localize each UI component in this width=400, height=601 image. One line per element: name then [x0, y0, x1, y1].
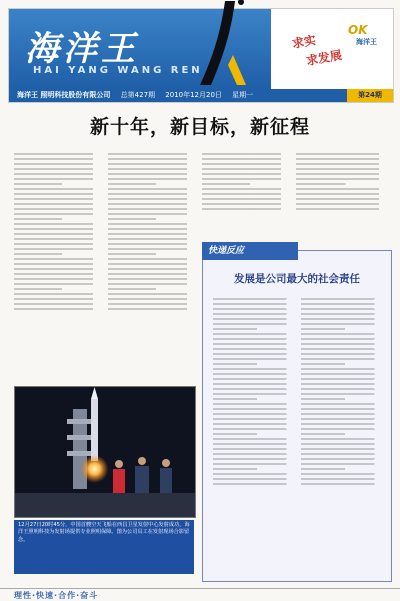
- article-column-3: [202, 150, 288, 240]
- text-line: [301, 368, 381, 370]
- text-line: [202, 163, 288, 165]
- slogan: [292, 25, 354, 85]
- text-line: [202, 183, 254, 185]
- text-line: [301, 378, 381, 380]
- text-line: [202, 178, 288, 180]
- text-line: [301, 388, 381, 390]
- text-line: [301, 303, 381, 305]
- text-line: [14, 223, 100, 225]
- text-line: [108, 158, 194, 160]
- text-line: [301, 373, 381, 375]
- slogan-line-2: 求发展: [305, 47, 343, 69]
- text-line: [213, 308, 293, 310]
- text-line: [296, 203, 386, 205]
- text-line: [296, 183, 350, 185]
- text-line: [301, 393, 381, 395]
- text-line: [213, 298, 293, 300]
- text-line: [108, 198, 194, 200]
- text-line: [301, 383, 381, 385]
- issue-number: 总第427期: [120, 91, 156, 99]
- text-line: [213, 338, 293, 340]
- text-line: [108, 273, 194, 275]
- text-line: [108, 163, 194, 165]
- text-line: [108, 303, 194, 305]
- person-logo-icon: [191, 0, 257, 99]
- text-line: [108, 253, 160, 255]
- text-line: [213, 468, 261, 470]
- text-line: [213, 453, 293, 455]
- masthead: [8, 8, 394, 103]
- text-line: [296, 153, 386, 155]
- commentary-column-right: [301, 295, 381, 487]
- text-line: [14, 283, 100, 285]
- text-line: [14, 258, 100, 260]
- text-line: [14, 193, 100, 195]
- text-line: [296, 198, 386, 200]
- text-line: [301, 438, 381, 440]
- text-line: [202, 193, 288, 195]
- article-column-4: [296, 150, 386, 240]
- text-line: [213, 388, 293, 390]
- text-line: [14, 158, 100, 160]
- text-line: [14, 263, 100, 265]
- text-line: [202, 188, 288, 190]
- text-line: [213, 483, 293, 485]
- text-line: [14, 163, 100, 165]
- text-line: [108, 298, 194, 300]
- text-line: [301, 443, 381, 445]
- info-bar: [9, 89, 393, 102]
- text-line: [213, 328, 261, 330]
- text-line: [213, 358, 293, 360]
- text-line: [202, 158, 288, 160]
- page-number: 第24期: [347, 89, 393, 102]
- commentary-tag: 快递反应: [202, 242, 298, 260]
- text-line: [213, 373, 293, 375]
- photo-caption: 12月27日20时45分，中国首艘空天飞船在西昌卫星发射中心发射成功，海洋王照明科技为发射场提供专业照明保障。图为公司员工在发射现场合影留念。: [14, 520, 194, 574]
- text-line: [296, 163, 386, 165]
- text-line: [14, 248, 100, 250]
- text-line: [296, 188, 386, 190]
- text-line: [202, 168, 288, 170]
- text-line: [213, 348, 293, 350]
- people-group-icon: [113, 457, 172, 495]
- text-line: [213, 448, 293, 450]
- text-line: [108, 268, 194, 270]
- headline: 新十年，新目标，新征程: [89, 116, 310, 138]
- text-line: [14, 203, 100, 205]
- text-line: [14, 178, 100, 180]
- text-line: [14, 238, 100, 240]
- footer-slogan: 理性·快速·合作·奋斗: [14, 591, 99, 600]
- text-line: [213, 343, 293, 345]
- text-line: [301, 468, 349, 470]
- text-line: [213, 378, 293, 380]
- text-line: [301, 423, 381, 425]
- text-line: [108, 188, 194, 190]
- text-line: [108, 263, 194, 265]
- commentary-title: 发展是公司最大的社会责任: [234, 273, 360, 285]
- text-line: [108, 228, 194, 230]
- text-line: [14, 253, 66, 255]
- text-line: [14, 288, 66, 290]
- text-line: [213, 403, 293, 405]
- text-line: [14, 173, 100, 175]
- text-line: [14, 188, 100, 190]
- text-line: [213, 318, 293, 320]
- text-line: [301, 348, 381, 350]
- text-line: [108, 248, 194, 250]
- text-line: [301, 338, 381, 340]
- text-line: [296, 208, 386, 210]
- text-line: [14, 303, 100, 305]
- text-line: [14, 198, 100, 200]
- text-line: [301, 418, 381, 420]
- text-line: [301, 428, 381, 430]
- text-line: [108, 238, 194, 240]
- text-line: [301, 403, 381, 405]
- news-photo: [14, 386, 196, 518]
- text-line: [301, 473, 381, 475]
- text-line: [108, 308, 194, 310]
- text-line: [301, 483, 381, 485]
- text-line: [213, 418, 293, 420]
- text-line: [213, 333, 293, 335]
- text-line: [14, 293, 100, 295]
- article-column-1: [14, 150, 100, 378]
- text-line: [108, 223, 194, 225]
- text-line: [296, 173, 386, 175]
- text-line: [213, 393, 293, 395]
- logo-pinyin: HAI YANG WANG REN: [33, 65, 203, 76]
- text-line: [301, 353, 381, 355]
- text-line: [301, 363, 349, 365]
- org-name: 海洋王 照明科技股份有限公司: [17, 91, 111, 99]
- text-line: [202, 173, 288, 175]
- ok-sub: 海洋王: [356, 38, 377, 46]
- text-line: [213, 413, 293, 415]
- text-line: [213, 383, 293, 385]
- text-line: [301, 408, 381, 410]
- text-line: [301, 398, 349, 400]
- issue-date: 2010年12月20日: [165, 91, 222, 99]
- text-line: [108, 293, 194, 295]
- text-line: [213, 398, 261, 400]
- text-line: [301, 463, 381, 465]
- text-line: [108, 203, 194, 205]
- text-line: [301, 458, 381, 460]
- ok-badge: OK: [348, 23, 368, 37]
- commentary-box: [202, 246, 392, 582]
- slogan-line-1: 求实: [290, 33, 318, 51]
- text-line: [108, 233, 194, 235]
- text-line: [14, 153, 100, 155]
- text-line: [213, 433, 261, 435]
- text-line: [14, 243, 100, 245]
- text-line: [108, 283, 194, 285]
- text-line: [301, 323, 381, 325]
- text-line: [301, 413, 381, 415]
- logo-title: 海洋王: [25, 29, 139, 69]
- text-line: [213, 368, 293, 370]
- text-line: [296, 193, 386, 195]
- text-line: [202, 153, 288, 155]
- text-line: [301, 333, 381, 335]
- text-line: [108, 178, 194, 180]
- text-line: [108, 193, 194, 195]
- issue-weekday: 星期一: [232, 91, 254, 99]
- text-line: [213, 303, 293, 305]
- text-line: [213, 323, 293, 325]
- text-line: [14, 218, 66, 220]
- commentary-column-left: [213, 295, 293, 487]
- commentary-body: [213, 295, 381, 573]
- text-line: [108, 153, 194, 155]
- text-line: [14, 298, 100, 300]
- text-line: [296, 168, 386, 170]
- text-line: [301, 328, 349, 330]
- launch-photo-illustration: [15, 387, 195, 517]
- footer: [0, 588, 400, 601]
- text-line: [108, 213, 194, 215]
- text-line: [108, 183, 160, 185]
- text-line: [296, 158, 386, 160]
- text-line: [301, 448, 381, 450]
- text-line: [14, 183, 66, 185]
- text-line: [213, 438, 293, 440]
- text-line: [202, 208, 288, 210]
- text-line: [301, 313, 381, 315]
- text-line: [202, 198, 288, 200]
- text-line: [213, 408, 293, 410]
- text-line: [14, 228, 100, 230]
- text-line: [213, 363, 261, 365]
- text-line: [108, 168, 194, 170]
- text-line: [213, 423, 293, 425]
- text-line: [301, 433, 349, 435]
- text-line: [14, 268, 100, 270]
- text-line: [108, 278, 194, 280]
- text-line: [14, 213, 100, 215]
- text-line: [213, 463, 293, 465]
- text-line: [108, 173, 194, 175]
- text-line: [301, 343, 381, 345]
- text-line: [14, 308, 100, 310]
- text-line: [301, 298, 381, 300]
- text-line: [301, 478, 381, 480]
- text-line: [213, 313, 293, 315]
- text-line: [213, 458, 293, 460]
- text-line: [301, 308, 381, 310]
- text-line: [108, 258, 194, 260]
- text-line: [296, 178, 386, 180]
- text-line: [14, 273, 100, 275]
- text-line: [108, 288, 160, 290]
- text-line: [301, 358, 381, 360]
- text-line: [202, 203, 288, 205]
- text-line: [14, 168, 100, 170]
- text-line: [108, 208, 194, 210]
- text-line: [301, 318, 381, 320]
- text-line: [14, 233, 100, 235]
- text-line: [213, 353, 293, 355]
- text-line: [301, 453, 381, 455]
- text-line: [213, 443, 293, 445]
- text-line: [108, 243, 194, 245]
- article-column-2: [108, 150, 194, 378]
- text-line: [213, 428, 293, 430]
- text-line: [108, 218, 160, 220]
- text-line: [14, 278, 100, 280]
- text-line: [213, 478, 293, 480]
- text-line: [14, 208, 100, 210]
- text-line: [213, 473, 293, 475]
